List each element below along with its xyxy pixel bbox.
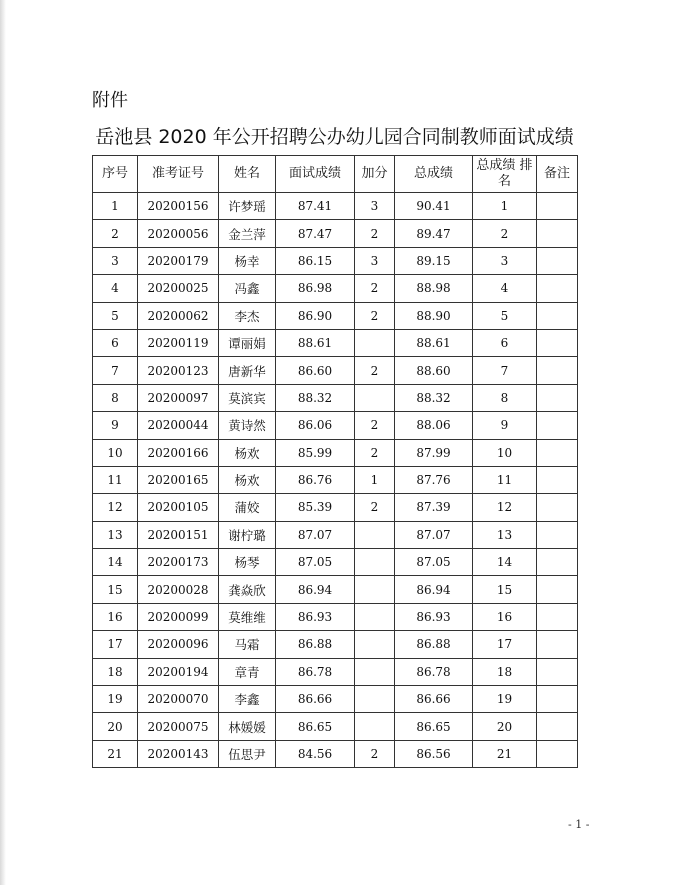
cell-remarks — [537, 713, 578, 740]
cell-interview-score: 86.06 — [276, 412, 355, 439]
cell-bonus — [355, 521, 395, 548]
cell-index: 7 — [93, 357, 138, 384]
cell-total-score: 86.94 — [395, 576, 473, 603]
cell-remarks — [537, 275, 578, 302]
cell-total-score: 87.39 — [395, 494, 473, 521]
cell-name: 杨欢 — [219, 439, 276, 466]
cell-rank: 21 — [473, 740, 537, 767]
cell-remarks — [537, 576, 578, 603]
cell-exam-id: 20200165 — [138, 466, 219, 493]
cell-index: 8 — [93, 384, 138, 411]
cell-interview-score: 86.15 — [276, 247, 355, 274]
cell-bonus: 2 — [355, 275, 395, 302]
cell-interview-score: 86.60 — [276, 357, 355, 384]
page-number: - 1 - — [568, 818, 590, 831]
table-row — [93, 384, 578, 411]
cell-index: 20 — [93, 713, 138, 740]
table-row — [93, 466, 578, 493]
cell-interview-score: 86.65 — [276, 713, 355, 740]
cell-total-score: 87.99 — [395, 439, 473, 466]
cell-index: 2 — [93, 220, 138, 247]
table-row — [93, 302, 578, 329]
cell-bonus — [355, 631, 395, 658]
cell-total-score: 88.61 — [395, 329, 473, 356]
cell-exam-id: 20200062 — [138, 302, 219, 329]
cell-index: 15 — [93, 576, 138, 603]
table-row — [93, 329, 578, 356]
cell-rank: 2 — [473, 220, 537, 247]
cell-rank: 9 — [473, 412, 537, 439]
cell-interview-score: 86.78 — [276, 658, 355, 685]
cell-rank: 10 — [473, 439, 537, 466]
header-rank: 总成绩 排名 — [473, 156, 537, 193]
page-edge-shadow — [0, 0, 6, 885]
cell-exam-id: 20200070 — [138, 686, 219, 713]
cell-exam-id: 20200056 — [138, 220, 219, 247]
cell-interview-score: 88.32 — [276, 384, 355, 411]
table-row — [93, 193, 578, 220]
cell-bonus — [355, 686, 395, 713]
table-row — [93, 275, 578, 302]
table-row — [93, 439, 578, 466]
cell-bonus: 2 — [355, 357, 395, 384]
cell-name: 马霜 — [219, 631, 276, 658]
cell-bonus: 1 — [355, 466, 395, 493]
cell-rank: 19 — [473, 686, 537, 713]
cell-index: 11 — [93, 466, 138, 493]
cell-total-score: 90.41 — [395, 193, 473, 220]
cell-remarks — [537, 193, 578, 220]
cell-bonus — [355, 384, 395, 411]
cell-rank: 12 — [473, 494, 537, 521]
cell-remarks — [537, 302, 578, 329]
cell-interview-score: 85.99 — [276, 439, 355, 466]
table-row — [93, 247, 578, 274]
cell-bonus — [355, 576, 395, 603]
cell-total-score: 86.65 — [395, 713, 473, 740]
cell-total-score: 86.66 — [395, 686, 473, 713]
table-header-row — [93, 156, 578, 193]
cell-total-score: 88.90 — [395, 302, 473, 329]
cell-interview-score: 84.56 — [276, 740, 355, 767]
cell-name: 谭丽娟 — [219, 329, 276, 356]
cell-exam-id: 20200025 — [138, 275, 219, 302]
cell-index: 21 — [93, 740, 138, 767]
cell-name: 金兰萍 — [219, 220, 276, 247]
cell-remarks — [537, 740, 578, 767]
table-row — [93, 220, 578, 247]
header-name: 姓名 — [219, 156, 276, 193]
cell-total-score: 86.78 — [395, 658, 473, 685]
cell-remarks — [537, 549, 578, 576]
cell-bonus: 2 — [355, 494, 395, 521]
cell-name: 李鑫 — [219, 686, 276, 713]
cell-interview-score: 86.98 — [276, 275, 355, 302]
attachment-label: 附件 — [92, 90, 128, 111]
cell-index: 9 — [93, 412, 138, 439]
table-body — [93, 193, 578, 768]
cell-rank: 15 — [473, 576, 537, 603]
cell-interview-score: 86.93 — [276, 603, 355, 630]
cell-name: 林媛媛 — [219, 713, 276, 740]
cell-bonus: 2 — [355, 439, 395, 466]
cell-bonus: 3 — [355, 193, 395, 220]
cell-remarks — [537, 686, 578, 713]
cell-exam-id: 20200194 — [138, 658, 219, 685]
cell-name: 冯鑫 — [219, 275, 276, 302]
cell-remarks — [537, 631, 578, 658]
cell-interview-score: 86.66 — [276, 686, 355, 713]
cell-bonus: 2 — [355, 220, 395, 247]
cell-interview-score: 87.41 — [276, 193, 355, 220]
cell-bonus — [355, 549, 395, 576]
cell-exam-id: 20200028 — [138, 576, 219, 603]
cell-name: 莫滨宾 — [219, 384, 276, 411]
cell-interview-score: 87.07 — [276, 521, 355, 548]
cell-remarks — [537, 247, 578, 274]
cell-exam-id: 20200156 — [138, 193, 219, 220]
cell-exam-id: 20200044 — [138, 412, 219, 439]
cell-exam-id: 20200105 — [138, 494, 219, 521]
cell-name: 龚焱欣 — [219, 576, 276, 603]
cell-name: 杨琴 — [219, 549, 276, 576]
cell-remarks — [537, 466, 578, 493]
cell-remarks — [537, 384, 578, 411]
header-total-score: 总成绩 — [395, 156, 473, 193]
cell-exam-id: 20200097 — [138, 384, 219, 411]
cell-interview-score: 85.39 — [276, 494, 355, 521]
header-index: 序号 — [93, 156, 138, 193]
cell-index: 5 — [93, 302, 138, 329]
table-row — [93, 686, 578, 713]
table-row — [93, 603, 578, 630]
cell-rank: 17 — [473, 631, 537, 658]
cell-remarks — [537, 329, 578, 356]
cell-bonus: 2 — [355, 412, 395, 439]
cell-rank: 6 — [473, 329, 537, 356]
cell-rank: 13 — [473, 521, 537, 548]
cell-interview-score: 86.76 — [276, 466, 355, 493]
cell-name: 杨幸 — [219, 247, 276, 274]
cell-total-score: 87.76 — [395, 466, 473, 493]
cell-index: 10 — [93, 439, 138, 466]
cell-bonus — [355, 603, 395, 630]
cell-name: 蒲姣 — [219, 494, 276, 521]
cell-interview-score: 88.61 — [276, 329, 355, 356]
table-row — [93, 658, 578, 685]
cell-name: 莫维维 — [219, 603, 276, 630]
cell-name: 黄诗然 — [219, 412, 276, 439]
cell-rank: 3 — [473, 247, 537, 274]
cell-exam-id: 20200123 — [138, 357, 219, 384]
cell-rank: 11 — [473, 466, 537, 493]
cell-total-score: 87.05 — [395, 549, 473, 576]
cell-interview-score: 86.90 — [276, 302, 355, 329]
table-row — [93, 549, 578, 576]
cell-index: 19 — [93, 686, 138, 713]
header-exam-id: 准考证号 — [138, 156, 219, 193]
cell-bonus: 2 — [355, 302, 395, 329]
cell-name: 许梦瑶 — [219, 193, 276, 220]
cell-interview-score: 86.94 — [276, 576, 355, 603]
cell-rank: 1 — [473, 193, 537, 220]
cell-index: 3 — [93, 247, 138, 274]
cell-exam-id: 20200075 — [138, 713, 219, 740]
cell-remarks — [537, 357, 578, 384]
cell-name: 唐新华 — [219, 357, 276, 384]
cell-exam-id: 20200173 — [138, 549, 219, 576]
cell-bonus: 2 — [355, 740, 395, 767]
score-table — [92, 155, 578, 768]
cell-index: 13 — [93, 521, 138, 548]
cell-remarks — [537, 412, 578, 439]
cell-rank: 7 — [473, 357, 537, 384]
table-row — [93, 631, 578, 658]
cell-total-score: 89.47 — [395, 220, 473, 247]
cell-remarks — [537, 439, 578, 466]
cell-name: 伍思尹 — [219, 740, 276, 767]
cell-exam-id: 20200166 — [138, 439, 219, 466]
header-interview-score: 面试成绩 — [276, 156, 355, 193]
cell-exam-id: 20200179 — [138, 247, 219, 274]
cell-bonus — [355, 329, 395, 356]
cell-name: 李杰 — [219, 302, 276, 329]
cell-index: 14 — [93, 549, 138, 576]
cell-bonus: 3 — [355, 247, 395, 274]
table-row — [93, 713, 578, 740]
cell-remarks — [537, 603, 578, 630]
cell-interview-score: 87.05 — [276, 549, 355, 576]
cell-remarks — [537, 220, 578, 247]
cell-remarks — [537, 494, 578, 521]
table-row — [93, 576, 578, 603]
table-row — [93, 412, 578, 439]
cell-rank: 4 — [473, 275, 537, 302]
header-remarks: 备注 — [537, 156, 578, 193]
cell-rank: 14 — [473, 549, 537, 576]
cell-index: 16 — [93, 603, 138, 630]
cell-exam-id: 20200099 — [138, 603, 219, 630]
cell-exam-id: 20200143 — [138, 740, 219, 767]
cell-exam-id: 20200119 — [138, 329, 219, 356]
cell-name: 杨欢 — [219, 466, 276, 493]
header-bonus: 加分 — [355, 156, 395, 193]
cell-rank: 8 — [473, 384, 537, 411]
cell-total-score: 87.07 — [395, 521, 473, 548]
cell-index: 17 — [93, 631, 138, 658]
document-title: 岳池县 2020 年公开招聘公办幼儿园合同制教师面试成绩 — [95, 126, 574, 148]
cell-total-score: 88.98 — [395, 275, 473, 302]
cell-index: 18 — [93, 658, 138, 685]
table-row — [93, 494, 578, 521]
cell-total-score: 86.93 — [395, 603, 473, 630]
cell-total-score: 88.60 — [395, 357, 473, 384]
cell-rank: 5 — [473, 302, 537, 329]
cell-name: 谢柠璐 — [219, 521, 276, 548]
cell-rank: 16 — [473, 603, 537, 630]
cell-total-score: 89.15 — [395, 247, 473, 274]
cell-rank: 18 — [473, 658, 537, 685]
cell-remarks — [537, 521, 578, 548]
cell-total-score: 88.06 — [395, 412, 473, 439]
cell-index: 4 — [93, 275, 138, 302]
table-row — [93, 521, 578, 548]
cell-rank: 20 — [473, 713, 537, 740]
table-row — [93, 357, 578, 384]
cell-bonus — [355, 658, 395, 685]
cell-index: 6 — [93, 329, 138, 356]
cell-exam-id: 20200096 — [138, 631, 219, 658]
cell-interview-score: 86.88 — [276, 631, 355, 658]
cell-total-score: 86.88 — [395, 631, 473, 658]
cell-remarks — [537, 658, 578, 685]
cell-total-score: 86.56 — [395, 740, 473, 767]
table-row — [93, 740, 578, 767]
cell-exam-id: 20200151 — [138, 521, 219, 548]
cell-bonus — [355, 713, 395, 740]
cell-total-score: 88.32 — [395, 384, 473, 411]
cell-index: 1 — [93, 193, 138, 220]
cell-interview-score: 87.47 — [276, 220, 355, 247]
cell-name: 章青 — [219, 658, 276, 685]
cell-index: 12 — [93, 494, 138, 521]
